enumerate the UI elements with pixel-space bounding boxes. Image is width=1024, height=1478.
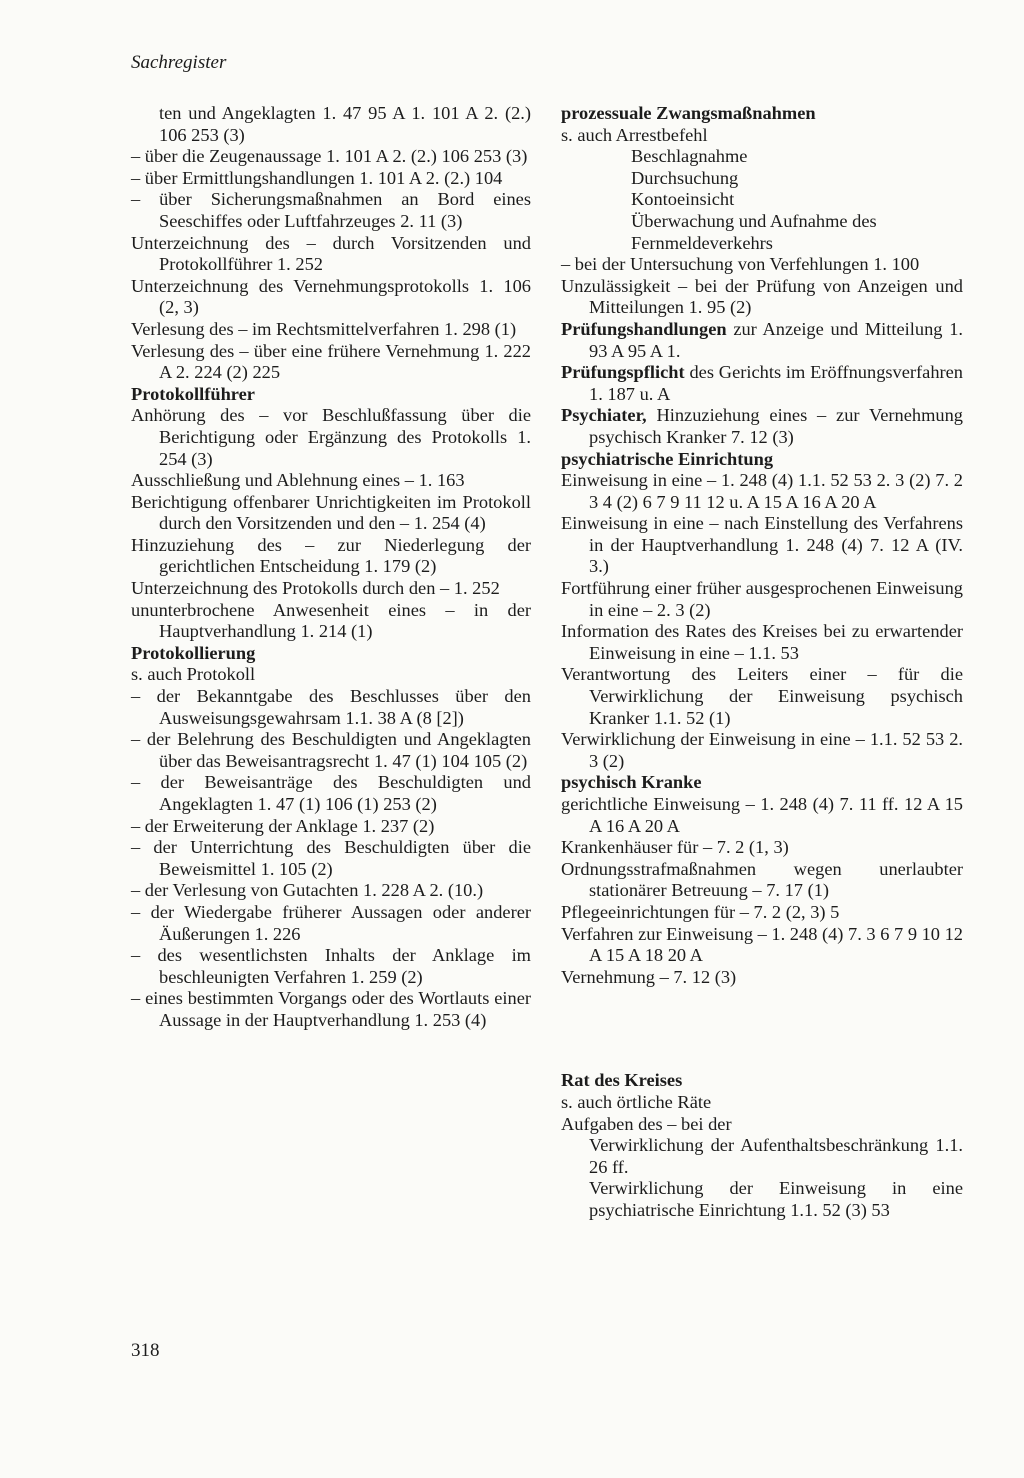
index-entry: Ordnungsstrafmaßnahmen wegen unerlaubter stationärer Betreuung – 7. 17 (1) xyxy=(561,858,963,901)
index-entry: – bei der Untersuchung von Verfehlungen 1. 100 xyxy=(561,254,920,275)
index-entry: – der Belehrung des Beschuldigten und Angeklagten über das Beweisantragsrecht 1. 47 (1) 104 105 (2) xyxy=(131,729,531,771)
left-column xyxy=(131,103,531,1032)
index-entry: Unzulässigkeit – bei der Prüfung von Anzeigen und Mitteilungen 1. 95 (2) xyxy=(561,275,963,318)
index-entry: Unterzeichnung des – durch Vorsitzenden und Protokollführer 1. 252 xyxy=(131,232,531,275)
index-entry: Unterzeichnung des Vernehmungsprotokolls 1. 106 (2, 3) xyxy=(131,275,531,318)
index-heading: Protokollführer xyxy=(131,383,255,404)
section-gap xyxy=(561,988,963,1070)
index-entry: Beschlagnahme xyxy=(631,146,748,167)
index-entry: ununterbrochene Anwesenheit eines – in der Hauptverhandlung 1. 214 (1) xyxy=(131,599,531,642)
index-heading: prozessuale Zwangsmaßnahmen xyxy=(561,103,816,123)
index-keyword: Prüfungspflicht xyxy=(561,362,685,383)
index-entry: – des wesentlichsten Inhalts der Anklage im beschleunigten Verfahren 1. 259 (2) xyxy=(131,945,531,987)
index-entry: – der Erweiterung der Anklage 1. 237 (2) xyxy=(131,815,435,836)
index-entry: s. auch Arrestbefehl xyxy=(561,124,708,145)
index-entry: Kontoeinsicht xyxy=(631,189,735,210)
index-entry: ten und Angeklagten 1. 47 95 A 1. 101 A 2. (2.) 106 253 (3) xyxy=(159,103,531,145)
index-entry: Aufgaben des – bei der xyxy=(561,1113,732,1134)
index-entry xyxy=(561,319,963,362)
index-entry: Krankenhäuser für – 7. 2 (1, 3) xyxy=(561,837,789,858)
index-entry: Unterzeichnung des Protokolls durch den – 1. 252 xyxy=(131,578,500,599)
index-entry: Ausschließung und Ablehnung eines – 1. 163 xyxy=(131,470,465,491)
index-entry: – über Sicherungsmaßnahmen an Bord eines Seeschiffes oder Luftfahrzeuges 2. 11 (3) xyxy=(131,189,531,231)
index-entry: – der Wiedergabe früherer Aussagen oder anderer Äußerungen 1. 226 xyxy=(131,901,531,944)
index-entry: Verlesung des – über eine frühere Vernehmung 1. 222 A 2. 224 (2) 225 xyxy=(131,340,531,383)
index-entry: – der Bekanntgabe des Beschlusses über den Ausweisungsgewahrsam 1.1. 38 A (8 [2]) xyxy=(131,686,531,728)
index-entry: Vernehmung – 7. 12 (3) xyxy=(561,966,737,987)
index-entry: Pflegeeinrichtungen für – 7. 2 (2, 3) 5 xyxy=(561,901,840,922)
index-entry: Information des Rates des Kreises bei zu erwartender Einweisung in eine – 1.1. 53 xyxy=(561,621,963,663)
index-entry-text: Hinzuziehung eines – zur Vernehmung psychisch Kranker 7. 12 (3) xyxy=(589,405,963,447)
index-entry xyxy=(561,405,963,448)
index-entry: Verantwortung des Leiters einer – für die Verwirklichung der Einweisung psychisch Kranker 1.1. 52 (1) xyxy=(561,664,963,728)
index-heading: psychiatrische Einrichtung xyxy=(561,448,774,469)
index-entry: – der Unterrichtung des Beschuldigten über die Beweismittel 1. 105 (2) xyxy=(131,837,531,879)
index-entry: – über Ermittlungshandlungen 1. 101 A 2. (2.) 104 xyxy=(131,167,503,188)
index-entry: Verwirklichung der Aufenthaltsbeschränkung 1.1. 26 ff. xyxy=(589,1135,963,1177)
index-heading: psychisch Kranke xyxy=(561,772,702,793)
index-entry: Verwirklichung der Einweisung in eine – 1.1. 52 53 2. 3 (2) xyxy=(561,729,963,771)
index-entry: – der Verlesung von Gutachten 1. 228 A 2. (10.) xyxy=(131,880,484,901)
index-keyword: Prüfungshandlungen xyxy=(561,318,727,339)
index-entry: Hinzuziehung des – zur Niederlegung der gerichtlichen Entscheidung 1. 179 (2) xyxy=(131,534,531,577)
index-entry: Durchsuchung xyxy=(631,167,739,188)
index-entry: – der Beweisanträge des Beschuldigten und Angeklagten 1. 47 (1) 106 (1) 253 (2) xyxy=(131,772,531,814)
index-heading: Rat des Kreises xyxy=(561,1070,683,1091)
page-number: 318 xyxy=(131,1340,160,1361)
index-entry: Verfahren zur Einweisung – 1. 248 (4) 7. 3 6 7 9 10 12 A 15 A 18 20 A xyxy=(561,923,963,966)
index-entry: Überwachung und Aufnahme des Fernmeldeverkehrs xyxy=(631,210,877,253)
index-entry: – über die Zeugenaussage 1. 101 A 2. (2.) 106 253 (3) xyxy=(131,146,528,167)
right-column xyxy=(561,103,963,1222)
index-keyword: Psychiater, xyxy=(561,405,647,426)
index-entry: Berichtigung offenbarer Unrichtigkeiten im Protokoll durch den Vorsitzenden und den – 1. 254 (4) xyxy=(131,491,531,534)
index-entry-text: des Gerichts im Eröffnungsverfahren 1. 187 u. A xyxy=(589,362,963,404)
index-entry-text: zur Anzeige und Mitteilung 1. 93 A 95 A 1. xyxy=(589,318,963,361)
index-heading: Protokollierung xyxy=(131,642,256,663)
index-entry xyxy=(561,362,963,405)
index-entry: s. auch örtliche Räte xyxy=(561,1091,712,1112)
index-entry: Einweisung in eine – 1. 248 (4) 1.1. 52 53 2. 3 (2) 7. 2 3 4 (2) 6 7 9 11 12 u. A 15 A 16 A 20 A xyxy=(561,470,963,512)
index-entry: s. auch Protokoll xyxy=(131,664,256,685)
index-entry: Verlesung des – im Rechtsmittelverfahren 1. 298 (1) xyxy=(131,318,517,339)
index-entry: – eines bestimmten Vorgangs oder des Wortlauts einer Aussage in der Hauptverhandlung 1. 253 (4) xyxy=(131,988,531,1030)
running-header: Sachregister xyxy=(131,52,227,73)
index-entry: Einweisung in eine – nach Einstellung des Verfahrens in der Hauptverhandlung 1. 248 (4) 7. 12 A (IV. 3.) xyxy=(561,513,963,577)
index-entry: gerichtliche Einweisung – 1. 248 (4) 7. 11 ff. 12 A 15 A 16 A 20 A xyxy=(561,794,963,836)
index-entry: Anhörung des – vor Beschlußfassung über die Berichtigung oder Ergänzung des Protokolls 1. 254 (3) xyxy=(131,405,531,469)
index-entry: Fortführung einer früher ausgesprochenen Einweisung in eine – 2. 3 (2) xyxy=(561,578,963,620)
index-entry: Verwirklichung der Einweisung in eine psychiatrische Einrichtung 1.1. 52 (3) 53 xyxy=(589,1178,963,1220)
